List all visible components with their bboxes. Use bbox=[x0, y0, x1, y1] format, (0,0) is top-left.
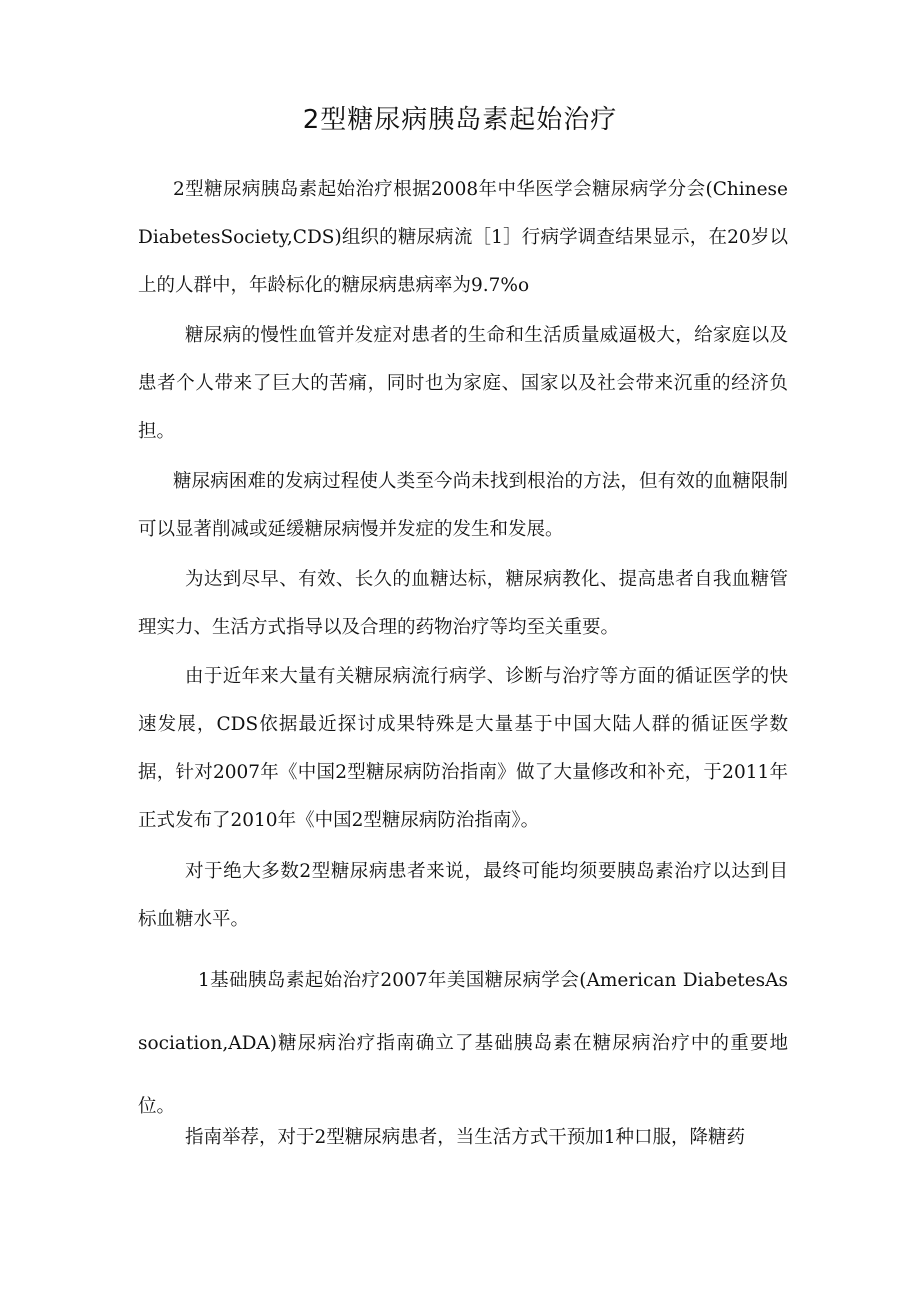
document-title: 2型糖尿病胰岛素起始治疗 bbox=[302, 105, 618, 135]
paragraph-1: 2型糖尿病胰岛素起始治疗根据2008年中华医学会糖尿病学分会(ChineseDiabetesSociety,CDS)组织的糖尿病流［1］行病学调查结果显示，在20岁以上的人群中，年龄标化的糖尿病患病率为9.7%o bbox=[138, 179, 788, 296]
paragraph-5: 由于近年来大量有关糖尿病流行病学、诊断与治疗等方面的循证医学的快速发展，CDS依据最近探讨成果特殊是大量基于中国大陆人群的循证医学数据，针对2007年《中国2型糖尿病防治指南》做了大量修改和补充，于2011年正式发布了2010年《中国2型糖尿病防治指南》。 bbox=[138, 666, 788, 831]
paragraph-6: 对于绝大多数2型糖尿病患者来说，最终可能均须要胰岛素治疗以达到目标血糖水平。 bbox=[138, 861, 788, 930]
paragraph-8: 指南举荐，对于2型糖尿病患者，当生活方式干预加1种口服，降糖药 bbox=[185, 1127, 746, 1148]
paragraph-4: 为达到尽早、有效、长久的血糖达标，糖尿病教化、提高患者自我血糖管理实力、生活方式指导以及合理的药物治疗等均至关重要。 bbox=[138, 569, 788, 638]
paragraph-7: 1基础胰岛素起始治疗2007年美国糖尿病学会(American DiabetesAssociation,ADA)糖尿病治疗指南确立了基础胰岛素在糖尿病治疗中的重要地位。 bbox=[138, 970, 788, 1117]
paragraph-2: 糖尿病的慢性血管并发症对患者的生命和生活质量威逼极大，给家庭以及患者个人带来了巨大的苦痛，同时也为家庭、国家以及社会带来沉重的经济负担。 bbox=[138, 325, 788, 442]
paragraph-3: 糖尿病困难的发病过程使人类至今尚未找到根治的方法，但有效的血糖限制可以显著削减或延缓糖尿病慢并发症的发生和发展。 bbox=[138, 471, 788, 540]
